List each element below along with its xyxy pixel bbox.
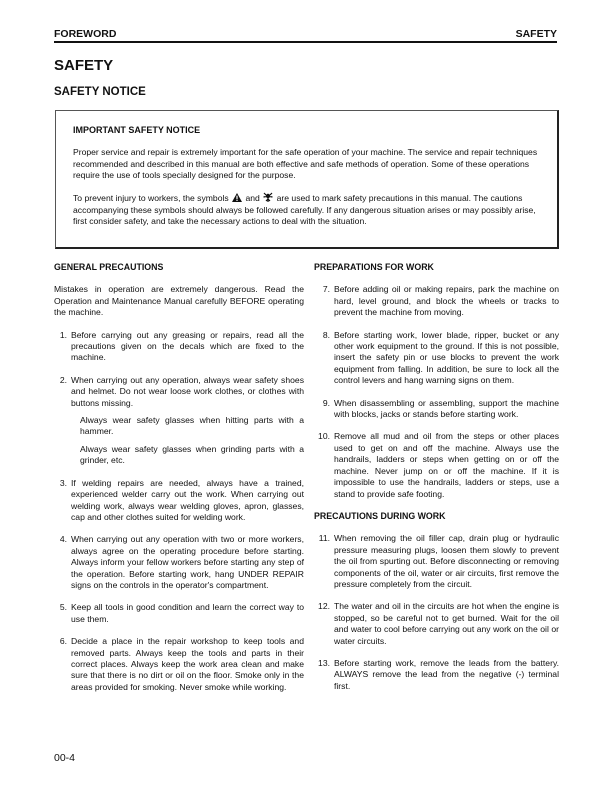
warning-triangle-icon	[232, 193, 242, 205]
item-text: When removing the oil filler cap, drain plug or hydraulic pressure measuring plugs, loosen them slowly to prevent the oil from spurting out. Before disconnecting or removing components of the oil, water or air circuits, first remove the pressure completely from the circuit.	[334, 533, 559, 589]
item-text: Before starting work, lower blade, ripper, bucket or any other work equipment to the ground. If this is not possible, insert the safety pin or use blocks to prevent the work equipment from falling. In addition, be sure to lock all the control levers and hang warning signs on them.	[334, 329, 559, 386]
list-item	[314, 601, 559, 647]
list-item	[54, 330, 304, 364]
list-item	[314, 431, 559, 499]
list-item	[314, 533, 559, 590]
header-section: SAFETY	[515, 28, 557, 40]
item-text: When carrying out any operation with two or more workers, always agree on the operating procedure before starting. Always inform your fellow workers before starting any step of the operation. Before starting work, hang UNDER REPAIR signs on the controls in the operator's compartment.	[71, 534, 304, 590]
list-item	[314, 284, 559, 318]
item-text: If welding repairs are needed, always have a trained, experienced welder carry out the work. When carrying out welding work, always wear welding gloves, apron, glasses, cap and other clothes suited for welding work.	[71, 477, 304, 522]
general-precautions-column	[54, 262, 304, 704]
item-text: Decide a place in the repair workshop to keep tools and removed parts. Always keep the tools and parts in their correct places. Always keep the work area clean and make sure that there is no dirt or oil on the floor. Smoke only in the areas provided for smoking. Never smoke while working.	[71, 636, 304, 692]
list-item	[54, 375, 304, 409]
general-precautions-heading: GENERAL PRECAUTIONS	[54, 262, 164, 272]
item-number: 4.	[59, 534, 67, 545]
list-item	[314, 658, 559, 692]
section-title: SAFETY NOTICE	[54, 86, 146, 98]
preparations-heading: PREPARATIONS FOR WORK	[314, 262, 434, 272]
item-text: When disassembling or assembling, support the machine with blocks, jacks or stands before starting work.	[334, 397, 559, 420]
sub-note: Always wear safety glasses when hitting parts with a hammer.	[80, 415, 304, 437]
item-number: 1.	[59, 329, 67, 340]
running-header	[54, 28, 557, 43]
list-item	[314, 398, 559, 421]
notice-paragraph-1: Proper service and repair is extremely important for the safe operation of your machine. The service and repair techniques recommended and described in this manual are both effective and safe methods of operation. Some of these operations require the use of tools specially designed for the purpose.	[73, 147, 538, 181]
item-text: Before carrying out any greasing or repairs, read all the precautions given on the decals which are fixed to the machine.	[71, 329, 304, 363]
header-chapter: FOREWORD	[54, 28, 117, 40]
caution-symbol-icon	[263, 192, 273, 205]
preparations-column	[314, 262, 559, 703]
list-item	[54, 478, 304, 524]
item-number: 11.	[318, 533, 330, 544]
list-item	[54, 636, 304, 693]
list-item	[314, 330, 559, 387]
item-text: The water and oil in the circuits are hot when the engine is stopped, so be careful not to get burned. Wait for the oil and water to cool before carrying out any work on the oil or water circuits.	[334, 601, 559, 646]
item-text: When carrying out any operation, always wear safety shoes and helmet. Do not wear loose work clothes, or clothes with buttons missing.	[71, 374, 304, 408]
item-number: 9.	[322, 397, 330, 408]
item-number: 6.	[59, 636, 67, 647]
item-number: 7.	[322, 284, 330, 295]
precautions-during-work-heading: PRECAUTIONS DURING WORK	[314, 510, 446, 521]
item-text: Remove all mud and oil from the steps or other places used to get on and off the machine. Always use the handrails, ladders or steps when getting on or off the machine. Never jump on or off the machine. If it is impossible to use the handrails, ladders or steps, use a stand to provide safe footing.	[334, 431, 559, 499]
sub-note: Always wear safety glasses when grinding parts with a grinder, etc.	[80, 443, 304, 466]
list-item	[54, 602, 304, 625]
item-number: 3.	[59, 477, 67, 488]
notice-paragraph-2	[73, 192, 542, 228]
item-text: Before starting work, remove the leads from the battery. ALWAYS remove the lead from the negative (-) terminal first.	[334, 657, 559, 691]
item-number: 12.	[318, 601, 330, 612]
page-title: SAFETY	[54, 57, 114, 74]
item-number: 2.	[59, 374, 67, 385]
important-safety-notice-box	[55, 110, 559, 249]
notice-text: To prevent injury to workers, the symbols	[73, 192, 229, 203]
notice-text: are used to mark safety precautions in this manual. The cautions accompanying these symbols should always be followed carefully. If any dangerous situation arises or may possibly arise, first consider safety, and take the necessary actions to deal with the situation.	[73, 192, 536, 227]
list-item	[54, 534, 304, 591]
item-number: 8.	[322, 329, 330, 340]
item-text: Before adding oil or making repairs, park the machine on hard, level ground, and block the wheels or tracks to prevent the machine from moving.	[334, 284, 559, 318]
page-number: 00-4	[54, 752, 76, 764]
item-number: 13.	[318, 657, 330, 668]
item-text: Keep all tools in good condition and learn the correct way to use them.	[71, 602, 304, 624]
item-number: 10.	[318, 431, 330, 442]
item-number: 5.	[59, 602, 67, 613]
general-precautions-intro: Mistakes in operation are extremely dangerous. Read the Operation and Maintenance Manual carefully BEFORE operating the machine.	[54, 284, 304, 318]
notice-box-title: IMPORTANT SAFETY NOTICE	[73, 125, 201, 135]
notice-text: and	[245, 192, 260, 203]
